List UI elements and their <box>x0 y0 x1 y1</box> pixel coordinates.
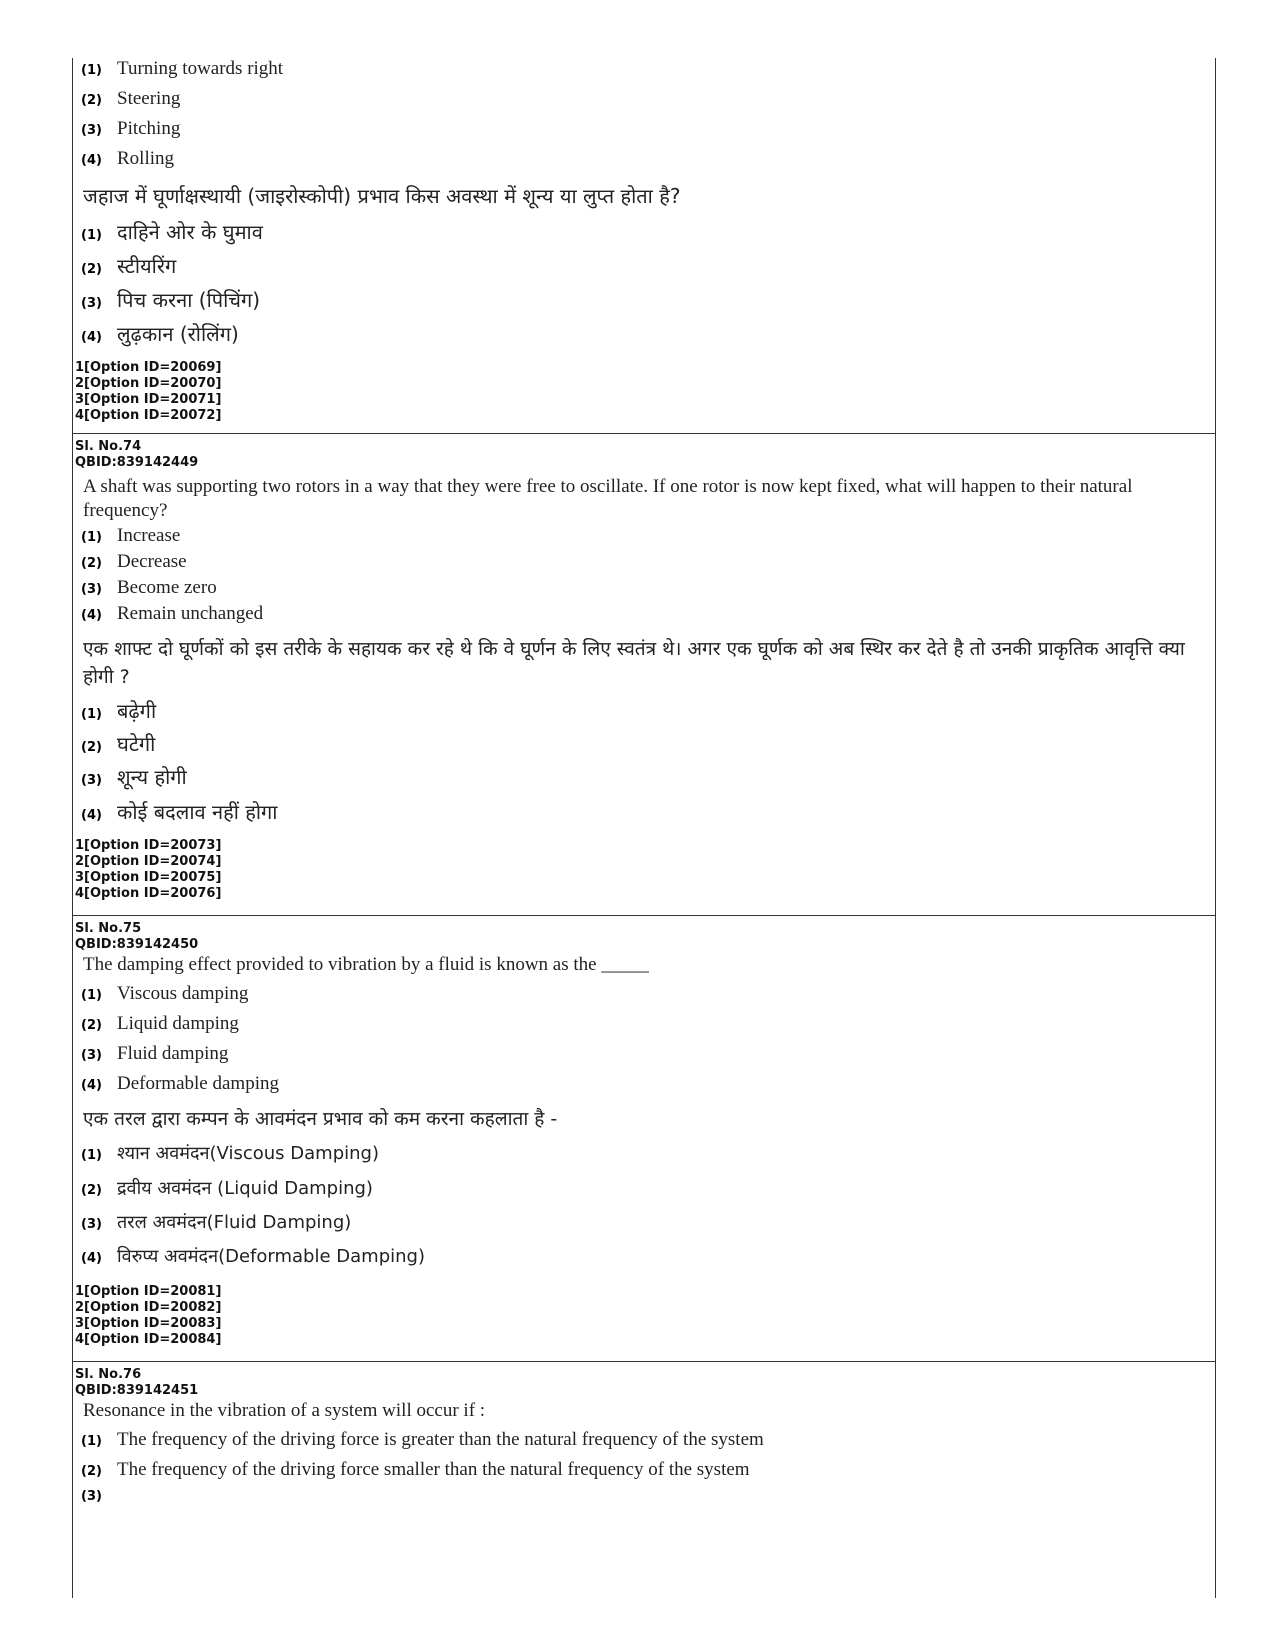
option-en-2 <box>75 1013 1215 1043</box>
option-text: Viscous damping <box>117 983 249 1004</box>
question-text-english: A shaft was supporting two rotors in a way that they were free to oscillate. If one rotor is now kept fixed, what will happen to their natural frequency? <box>83 476 1133 521</box>
option-hi-2 <box>75 730 1215 763</box>
option-number: (1) <box>81 228 102 243</box>
option-number: (2) <box>81 556 102 571</box>
option-text: Deformable damping <box>117 1073 279 1094</box>
option-number: (2) <box>81 1464 102 1479</box>
question-text-hindi: जहाज में घूर्णाक्षस्थायी (जाइरोस्कोपी) प्रभाव किस अवस्था में शून्य या लुप्त होता है? <box>83 184 681 208</box>
option-number: (2) <box>81 1183 102 1198</box>
option-number: (4) <box>81 330 102 345</box>
option-number: (1) <box>81 530 102 545</box>
option-id: 3[Option ID=20071] <box>75 392 222 407</box>
option-text: Turning towards right <box>117 58 284 79</box>
option-number: (1) <box>81 1434 102 1449</box>
option-number: (4) <box>81 1078 102 1093</box>
option-id: 3[Option ID=20075] <box>75 870 222 885</box>
question-page <box>72 58 1216 1598</box>
option-en-3 <box>75 577 1215 603</box>
option-text: The frequency of the driving force is greater than the natural frequency of the system <box>117 1429 764 1450</box>
option-id: 4[Option ID=20076] <box>75 886 222 901</box>
option-number: (4) <box>81 153 102 168</box>
option-text: तरल अवमंदन(Fluid Damping) <box>117 1212 352 1233</box>
option-number: (3) <box>81 296 102 311</box>
option-number: (1) <box>81 63 102 78</box>
option-number: (1) <box>81 707 102 722</box>
option-text: घटेगी <box>117 732 156 756</box>
option-text: The frequency of the driving force smaller than the natural frequency of the system <box>117 1459 750 1480</box>
option-en-2 <box>75 88 1215 118</box>
option-en-2 <box>75 551 1215 577</box>
option-id: 1[Option ID=20073] <box>75 838 222 853</box>
option-number: (3) <box>81 773 102 788</box>
option-text: Remain unchanged <box>117 603 264 624</box>
option-hi-2 <box>75 252 1215 286</box>
option-number: (2) <box>81 740 102 755</box>
option-id: 4[Option ID=20084] <box>75 1332 222 1347</box>
option-id-list <box>75 358 1215 424</box>
option-en-1 <box>75 1429 1215 1459</box>
option-number: (3) <box>81 1489 102 1504</box>
option-text: Rolling <box>117 148 175 169</box>
option-hi-1 <box>75 1141 1215 1176</box>
option-number: (4) <box>81 808 102 823</box>
option-hi-2 <box>75 1176 1215 1210</box>
option-hi-4 <box>75 320 1215 358</box>
option-number: (4) <box>81 608 102 623</box>
option-number: (1) <box>81 988 102 1003</box>
option-text: Steering <box>117 88 181 109</box>
serial-number: Sl. No.74 <box>75 439 142 454</box>
serial-number: Sl. No.75 <box>75 921 142 936</box>
option-text: स्टीयरिंग <box>117 254 177 278</box>
question-75-block <box>73 916 1215 1362</box>
option-en-4 <box>75 1073 1215 1105</box>
question-76-block <box>73 1362 1215 1515</box>
option-text: कोई बदलाव नहीं होगा <box>117 800 278 824</box>
question-text-english: The damping effect provided to vibration by a fluid is known as the _____ <box>83 954 649 975</box>
option-number: (3) <box>81 123 102 138</box>
option-id-list <box>75 1284 1215 1348</box>
option-id: 3[Option ID=20083] <box>75 1316 222 1331</box>
question-74-block <box>73 434 1215 916</box>
option-number: (2) <box>81 262 102 277</box>
question-text-hindi: एक तरल द्वारा कम्पन के आवमंदन प्रभाव को कम करना कहलाता है - <box>83 1108 558 1130</box>
serial-number: Sl. No.76 <box>75 1367 142 1382</box>
option-number: (4) <box>81 1251 102 1266</box>
option-en-1 <box>75 523 1215 551</box>
qbid: QBID:839142450 <box>75 937 199 952</box>
option-id: 2[Option ID=20070] <box>75 376 222 391</box>
option-text: Increase <box>117 525 181 546</box>
option-id: 1[Option ID=20069] <box>75 360 222 375</box>
option-text: बढ़ेगी <box>117 699 157 723</box>
option-number: (1) <box>81 1148 102 1163</box>
option-text: शून्य होगी <box>117 765 187 789</box>
qbid: QBID:839142449 <box>75 455 199 470</box>
option-hi-3 <box>75 1210 1215 1244</box>
option-en-3 <box>75 1043 1215 1073</box>
option-en-1 <box>75 983 1215 1013</box>
option-hi-3 <box>75 763 1215 798</box>
option-hi-1 <box>75 218 1215 252</box>
option-en-4 <box>75 603 1215 633</box>
option-en-2 <box>75 1459 1215 1489</box>
option-id: 1[Option ID=20081] <box>75 1284 222 1299</box>
option-en-1 <box>75 58 1215 88</box>
option-number: (3) <box>81 1217 102 1232</box>
option-text: लुढ़कान (रोलिंग) <box>117 322 239 346</box>
option-id: 4[Option ID=20072] <box>75 408 222 423</box>
option-text: Pitching <box>117 118 181 139</box>
option-text: Decrease <box>117 551 187 572</box>
option-text: विरुप्य अवमंदन(Deformable Damping) <box>117 1246 425 1267</box>
question-text-english: Resonance in the vibration of a system will occur if : <box>83 1400 486 1421</box>
option-hi-4 <box>75 1244 1215 1284</box>
option-en-3 <box>75 1489 1215 1515</box>
option-text: Fluid damping <box>117 1043 229 1064</box>
option-id-list <box>75 838 1215 902</box>
option-number: (2) <box>81 93 102 108</box>
option-text: श्यान अवमंदन(Viscous Damping) <box>117 1143 379 1164</box>
option-text: दाहिने ओर के घुमाव <box>117 220 263 244</box>
question-73-block <box>73 58 1215 434</box>
option-number: (3) <box>81 582 102 597</box>
option-number: (2) <box>81 1018 102 1033</box>
option-en-3 <box>75 118 1215 148</box>
option-text: Become zero <box>117 577 217 598</box>
option-id: 2[Option ID=20074] <box>75 854 222 869</box>
option-hi-1 <box>75 697 1215 730</box>
option-en-4 <box>75 148 1215 178</box>
qbid: QBID:839142451 <box>75 1383 199 1398</box>
option-number: (3) <box>81 1048 102 1063</box>
option-text: द्रवीय अवमंदन (Liquid Damping) <box>117 1178 373 1199</box>
question-text-hindi: एक शाफ्ट दो घूर्णकों को इस तरीके के सहायक कर रहे थे कि वे घूर्णन के लिए स्वतंत्र थे। अगर एक घूर्णक को अब स्थिर कर देते है तो उनकी प्राकृतिक आवृत्ति क्या होगी ? <box>83 638 1185 688</box>
option-text: Liquid damping <box>117 1013 239 1034</box>
option-id: 2[Option ID=20082] <box>75 1300 222 1315</box>
option-hi-4 <box>75 798 1215 838</box>
option-hi-3 <box>75 286 1215 320</box>
option-text: पिच करना (पिचिंग) <box>117 288 261 312</box>
